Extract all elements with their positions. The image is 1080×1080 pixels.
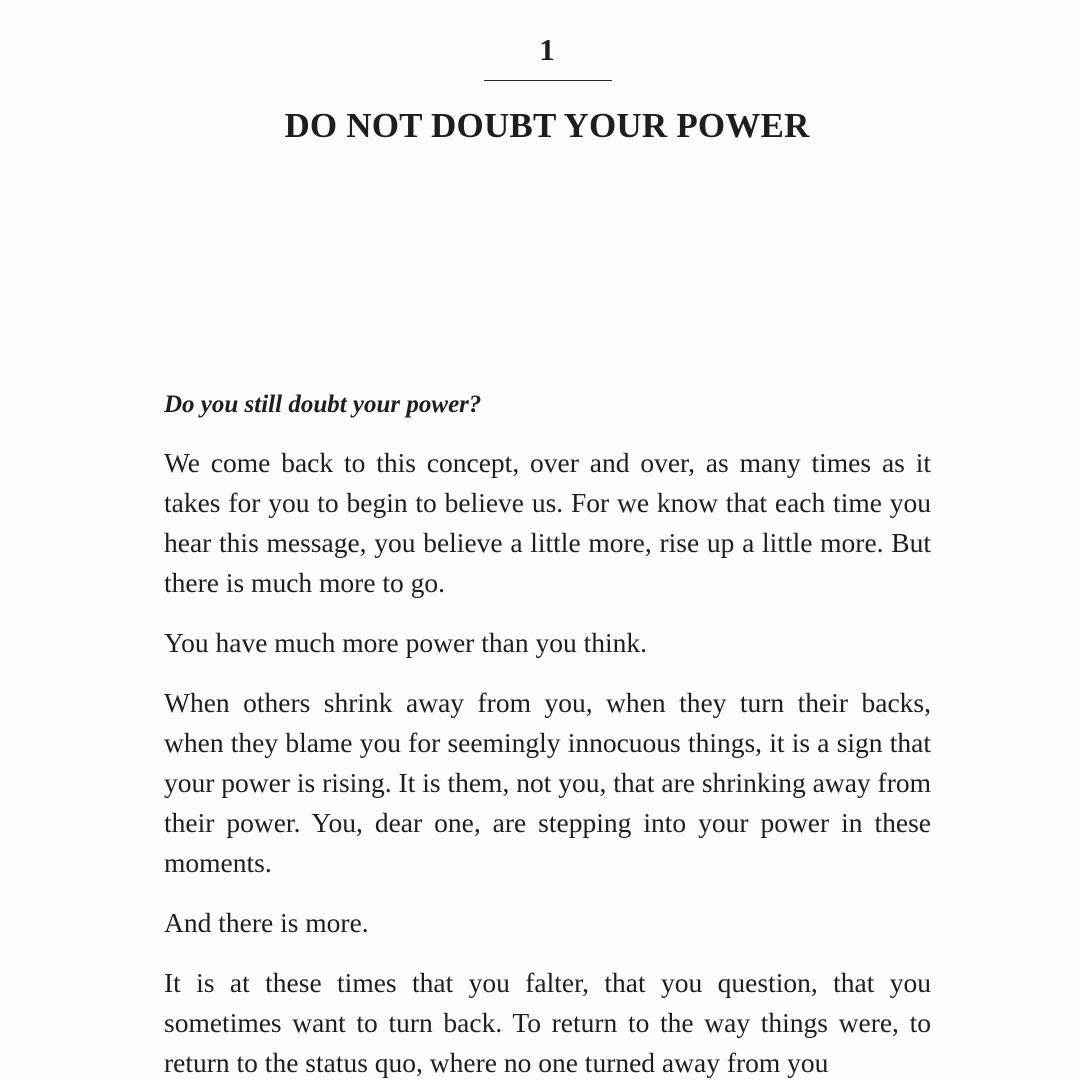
paragraph: It is at these times that you falter, that you question, that you sometimes want to turn back. To return to the way things were, to return to the status quo, where no one turned away from you <box>164 967 931 1078</box>
chapter-number: 1 <box>539 32 555 67</box>
lead-question: Do you still doubt your power? <box>164 391 482 418</box>
chapter-title: DO NOT DOUBT YOUR POWER <box>284 106 810 145</box>
paragraph: You have much more power than you think. <box>164 627 647 658</box>
chapter-divider <box>484 80 612 81</box>
paragraph: And there is more. <box>164 907 369 938</box>
paragraph: We come back to this concept, over and over, as many times as it takes for you to begin to believe us. For we know that each time you hear this message, you believe a little more, rise up a little more. But there is much more to go. <box>164 447 931 598</box>
chapter-body <box>164 385 931 1080</box>
paragraph: When others shrink away from you, when they turn their backs, when they blame you for seemingly innocuous things, it is a sign that your power is rising. It is them, not you, that are shrinking away from their power. You, dear one, are stepping into your power in these moments. <box>164 687 931 878</box>
